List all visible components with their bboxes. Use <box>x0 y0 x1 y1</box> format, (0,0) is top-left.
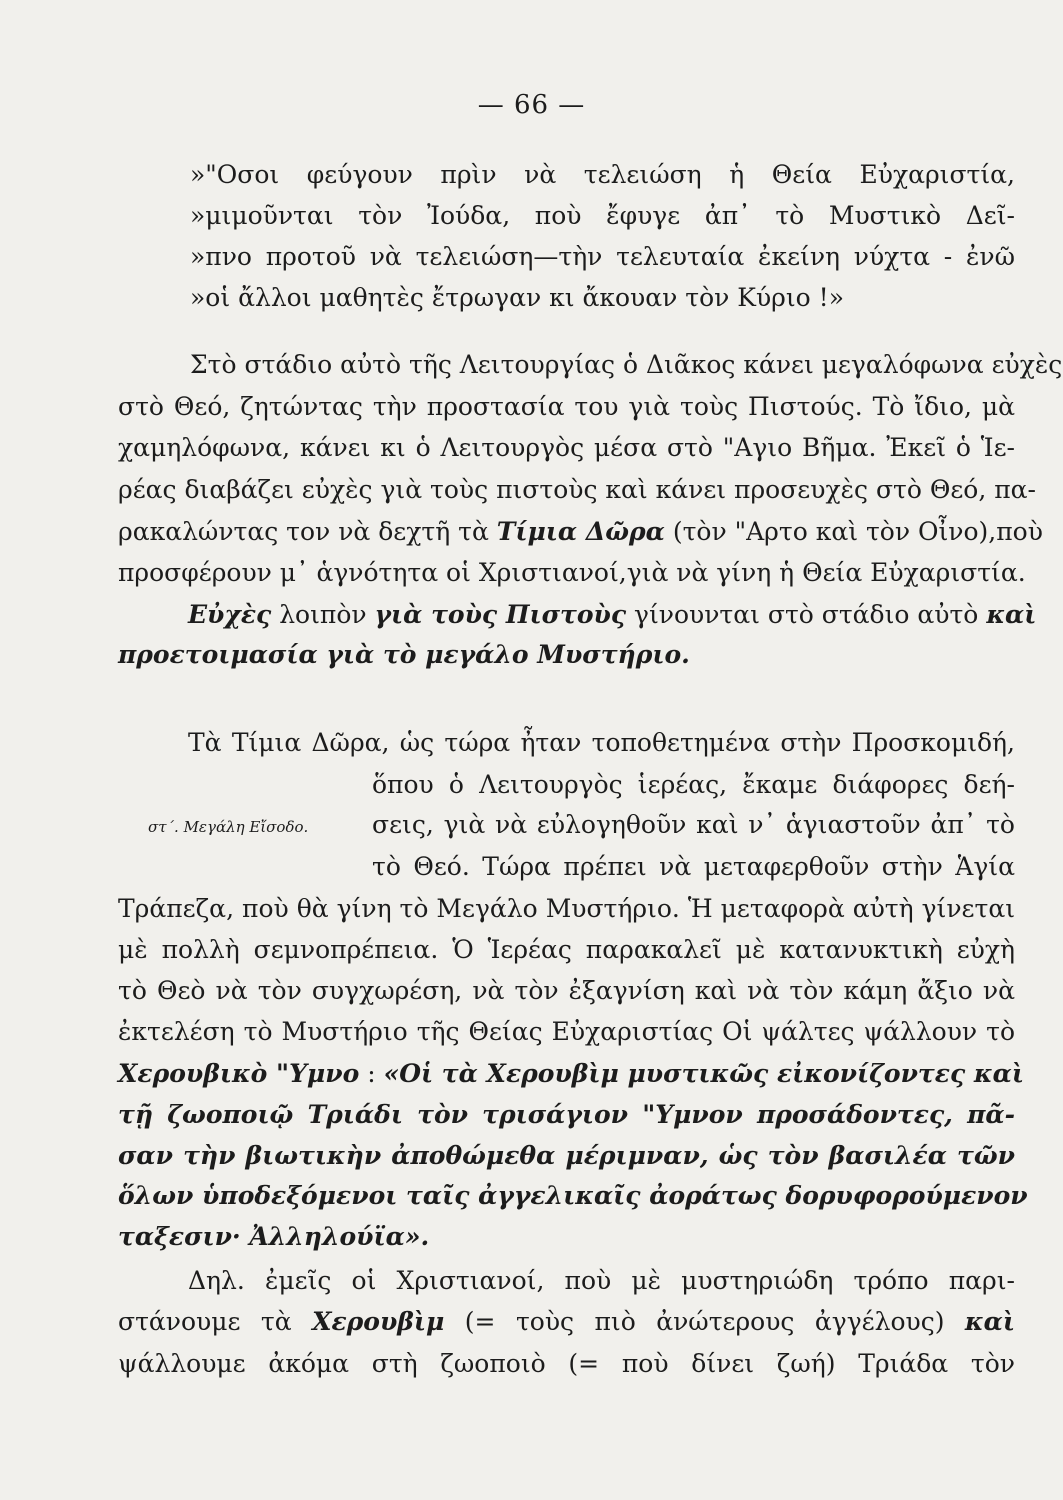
text-line <box>118 640 1015 670</box>
emphasized-text: Χερουβικὸ "Υμνο <box>118 1059 360 1088</box>
emphasized-text: σαν τὴν βιωτικὴν ἀποθώμεθα μέριμναν, ὡς τὸν βασιλέα τῶν <box>118 1141 1015 1170</box>
emphasized-text: ὅλων ὑποδεξόμενοι ταῖς ἀγγελικαῖς ἀοράτως δορυφορούμενον <box>118 1181 1028 1210</box>
text-segment: ρέας διαβάζει εὐχὲς γιὰ τοὺς πιστοὺς καὶ κάνει προσευχὲς στὸ Θεό, πα- <box>118 475 1037 504</box>
text-line <box>118 1222 1015 1252</box>
emphasized-text: Τίμια Δῶρα <box>496 517 665 546</box>
text-line <box>118 1307 1015 1337</box>
text-segment: Στὸ στάδιο αὐτὸ τῆς Λειτουργίας ὁ Διᾶκος κάνει μεγαλόφωνα εὐχὲς <box>190 350 1063 379</box>
text-line <box>118 475 1037 505</box>
text-line <box>118 558 1026 588</box>
text-line <box>118 1141 1015 1171</box>
text-line <box>190 201 1015 231</box>
text-segment: ὅπου ὁ Λειτουργὸς ἱερέας, ἔκαμε διάφορες δεή- <box>372 770 1015 799</box>
text-segment: »μιμοῦνται τὸν Ἰούδα, ποὺ ἔφυγε ἀπ᾿ τὸ Μυστικὸ Δεῖ- <box>190 201 1015 230</box>
text-line <box>188 728 1015 758</box>
text-segment: »οἱ ἄλλοι μαθητὲς ἔτρωγαν κι ἄκουαν τὸν Κύριο !» <box>190 283 845 312</box>
text-line <box>372 810 1015 840</box>
text-segment: ρακαλώντας τον νὰ δεχτῆ τὰ <box>118 517 497 546</box>
text-segment: χαμηλόφωνα, κάνει κι ὁ Λειτουργὸς μέσα στὸ "Αγιο Βῆμα. Ἐκεῖ ὁ Ἱε- <box>118 433 1015 462</box>
text-line <box>190 283 1015 313</box>
text-segment: »"Οσοι φεύγουν πρὶν νὰ τελειώση ἡ Θεία Εὐχαριστία, <box>190 160 1015 189</box>
emphasized-text: τῇ ζωοποιῷ Τριάδι τὸν τρισάγιον "Υμνον προσάδοντες, πᾶ- <box>118 1100 1015 1129</box>
text-line <box>118 392 1015 422</box>
text-segment: »πνο προτοῦ νὰ τελειώση—τὴν τελευταία ἐκείνη νύχτα - ἐνῶ <box>190 242 1015 271</box>
text-segment: σεις, γιὰ νὰ εὐλογηθοῦν καὶ ν᾿ ἁγιαστοῦν ἀπ᾿ τὸ <box>372 810 1015 839</box>
emphasized-text: καὶ <box>964 1307 1015 1336</box>
text-segment: μὲ πολλὴ σεμνοπρέπεια. Ὁ Ἱερέας παρακαλεῖ μὲ κατανυκτικὴ εὐχὴ <box>118 935 1015 964</box>
text-line <box>118 1059 1024 1089</box>
text-segment: ψάλλουμε ἀκόμα στὴ ζωοποιὸ (= ποὺ δίνει ζωή) Τριάδα τὸν <box>118 1349 1015 1378</box>
text-line <box>118 1349 1015 1379</box>
text-line <box>118 976 1015 1006</box>
emphasized-text: προετοιμασία γιὰ τὸ μεγάλο Μυστήριο. <box>118 640 690 669</box>
emphasized-text: καὶ <box>986 600 1037 629</box>
text-segment: Τὰ Τίμια Δῶρα, ὡς τώρα ἦταν τοποθετημένα στὴν Προσκομιδή, <box>188 728 1015 757</box>
text-line <box>118 1181 1028 1211</box>
emphasized-text: Εὐχὲς <box>188 600 272 629</box>
text-line <box>190 242 1015 272</box>
text-line <box>372 770 1015 800</box>
text-line <box>372 852 1015 882</box>
text-segment: λοιπὸν <box>271 600 375 629</box>
text-line <box>118 517 1043 547</box>
text-segment: (= τοὺς πιὸ ἀνώτερους ἀγγέλους) <box>444 1307 965 1336</box>
margin-note: στ΄. Μεγάλη Εἴσοδο. <box>148 818 309 836</box>
text-segment: στάνουμε τὰ <box>118 1307 313 1336</box>
text-line <box>118 1100 1015 1130</box>
text-segment: γίνουνται στὸ στάδιο αὐτὸ <box>626 600 987 629</box>
text-line <box>118 1017 1015 1047</box>
text-line <box>190 350 1063 380</box>
text-segment: προσφέρουν μ᾿ ἁγνότητα οἱ Χριστιανοί,γιὰ νὰ γίνη ἡ Θεία Εὐχαριστία. <box>118 558 1026 587</box>
text-line <box>188 600 1037 630</box>
text-segment: τὸ Θεό. Τώρα πρέπει νὰ μεταφερθοῦν στὴν Ἁγία <box>372 852 1015 881</box>
text-line <box>118 935 1015 965</box>
text-segment: ἐκτελέση τὸ Μυστήριο τῆς Θείας Εὐχαριστίας Οἱ ψάλτες ψάλλουν τὸ <box>118 1017 1015 1046</box>
text-line <box>188 1266 1015 1296</box>
text-line <box>190 160 1015 190</box>
text-segment: (τὸν "Αρτο καὶ τὸν Οἶνο),ποὺ <box>664 517 1043 546</box>
text-line <box>118 433 1015 463</box>
text-segment: Τράπεζα, ποὺ θὰ γίνη τὸ Μεγάλο Μυστήριο. Ἡ μεταφορὰ αὐτὴ γίνεται <box>118 894 1015 923</box>
text-line <box>118 894 1015 924</box>
text-segment: Δηλ. ἐμεῖς οἱ Χριστιανοί, ποὺ μὲ μυστηριώδη τρόπο παρι- <box>188 1266 1015 1295</box>
emphasized-text: Χερουβὶμ <box>312 1307 445 1336</box>
text-segment: : <box>359 1059 384 1088</box>
page-number: — 66 — <box>477 90 586 120</box>
emphasized-text: ταξεσιν· Ἀλληλούϊα». <box>118 1222 430 1251</box>
emphasized-text: «Οἱ τὰ Χερουβὶμ μυστικῶς εἰκονίζοντες καὶ <box>383 1059 1024 1088</box>
text-segment: τὸ Θεὸ νὰ τὸν συγχωρέση, νὰ τὸν ἐξαγνίση καὶ νὰ τὸν κάμη ἄξιο νὰ <box>118 976 1015 1005</box>
text-segment: στὸ Θεό, ζητώντας τὴν προστασία του γιὰ τοὺς Πιστούς. Τὸ ἴδιο, μὰ <box>118 392 1015 421</box>
emphasized-text: γιὰ τοὺς Πιστοὺς <box>374 600 627 629</box>
